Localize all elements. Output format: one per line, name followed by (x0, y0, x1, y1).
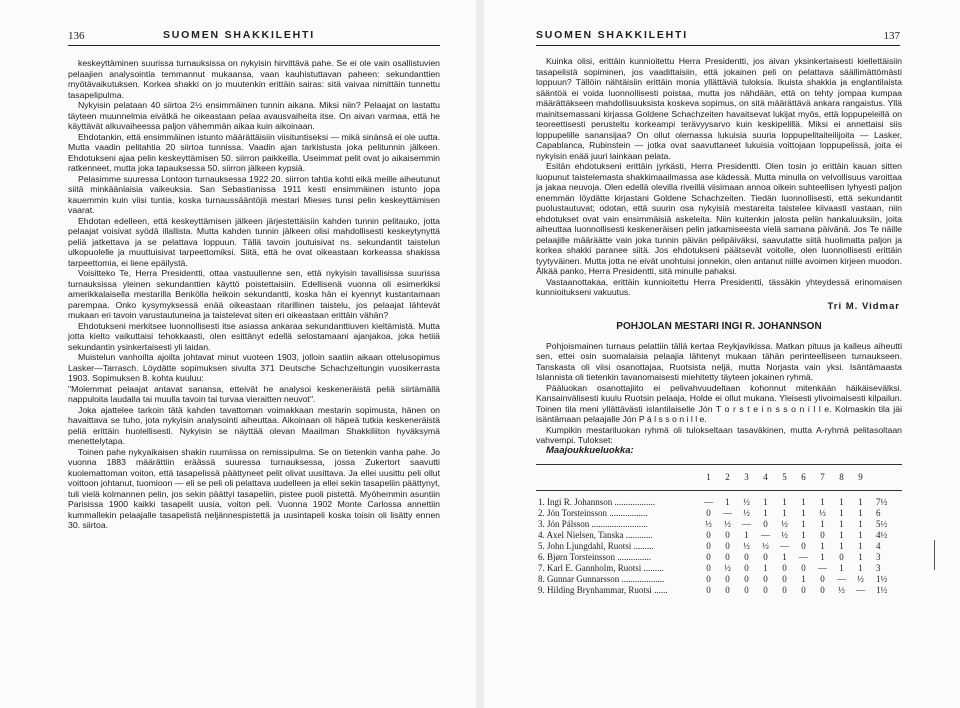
score-cell: ½ (743, 496, 750, 507)
player-name: 3. Jón Pálsson ......................... (538, 518, 648, 529)
right-running-header (536, 25, 900, 46)
player-name: 6. Bjørn Torsteinsson ............... (538, 551, 651, 562)
right-running-title: SUOMEN SHAKKILEHTI (536, 29, 688, 41)
score-cell: 0 (801, 540, 806, 551)
score-cell: 1 (839, 518, 844, 529)
score-cell: 1 (782, 496, 787, 507)
score-cell: 1 (839, 540, 844, 551)
column-header: 9 (858, 472, 863, 482)
score-cell: — (704, 496, 713, 507)
score-cell: — (742, 518, 751, 529)
paragraph: Muistelun vanhoilta ajoilta johtavat minut vuoteen 1903, jolloin saatiin aikaan ottelusopimus Lasker—Tarrasch. Löydätte sopimuksen sivulta 371 Deutsche Schachzeitungin vuosikerrasta 1903. Sopimuksen 8. kohta kuuluu: (68, 352, 440, 383)
table-row (536, 541, 902, 552)
left-text-column (68, 58, 440, 531)
score-cell: 1 (801, 529, 806, 540)
score-cell: — (799, 551, 808, 562)
total-score: 6 (876, 507, 881, 518)
score-cell: 0 (763, 518, 768, 529)
score-cell: — (780, 540, 789, 551)
paragraph: Pelasimme suuressa Lontoon turnauksessa 1922 20. siirron tahtia kohti eikä meille aiheutunut siitä minkäänlaisia vaikeuksia. San Sebastianissa 1911 kesti ensimmäinen istunto jopa kauemmin kuin viisi tuntia, koska turnaussääntöjä mestari Mieses tunsi pelin keskeyttämisen vaarat. (68, 173, 440, 215)
column-header: 5 (782, 472, 787, 482)
score-cell: ½ (762, 540, 769, 551)
total-score: 3 (876, 551, 881, 562)
paragraph: Vastaanottakaa, erittäin kunnioitettu Herra Presidentti, tässäkin yhteydessä erinomaisen kunnioitukseni vakuutus. (536, 276, 902, 297)
score-cell: ½ (724, 562, 731, 573)
score-cell: 1 (763, 496, 768, 507)
section-title: POHJOLAN MESTARI INGI R. JOHANNSON (616, 321, 822, 332)
score-cell: 0 (725, 529, 730, 540)
score-cell: 1 (858, 507, 863, 518)
score-cell: 1 (801, 507, 806, 518)
score-cell: 0 (744, 573, 749, 584)
right-page (484, 0, 960, 708)
column-header: 4 (763, 472, 768, 482)
results-table (536, 471, 902, 596)
score-cell: — (761, 529, 770, 540)
player-name: 7. Karl E. Gannholm, Ruotsi ......... (538, 562, 664, 573)
score-cell: 0 (763, 573, 768, 584)
score-cell: 0 (744, 584, 749, 595)
score-cell: 0 (725, 540, 730, 551)
score-cell: 0 (706, 562, 711, 573)
table-header-row (536, 471, 902, 490)
score-cell: 0 (706, 529, 711, 540)
player-name: 8. Gunnar Gunnarsson ................... (538, 573, 665, 584)
score-cell: 0 (820, 573, 825, 584)
score-cell: 1 (763, 562, 768, 573)
score-cell: 1 (858, 551, 863, 562)
score-cell: 0 (706, 540, 711, 551)
paragraph: Toinen pahe nykyaikaisen shakin ruumiissa on remissipulma. Se on tietenkin vanha pahe. Jo vuonna 1883 määrättiin eräässä suuressa turnauksessa, jossa Zukertort saavutti kuolemattoman voiton, että tasapelissä päättyneet pelit olivat uusittava. Ja ellei uusittu peli ollut voittoon johtanut, tuomioon — eli se peli oli pelattava uudelleen ja ellei sekin tasapeliin päättynyt, tuli vielä kolmannen pelin, jos sekin päättyi tasapeliin, pistee puoli pistettä. Myöhemmin asuntiin Parisissa 1900 kaikki tasapelit uusia, voiton peli. Vuonna 1902 Monte Carlossa annettiin kummallekin pelaajalle tasapelistä neljännespistettä ja uusintapeli koska toisin oli lisätty ennen 30. siirtoa. (68, 446, 440, 530)
paragraph: Esitän ehdotukseni erittäin jyrkästi, Herra Presidentti. Olen tosin jo erittäin kauan sitten luopunut taistelemasta shakkimaailmassa ase kädessä. Mutta minulla on velvollisuus varoittaa ja jakaa neuvoja. Olen edellä olevilla riveillä viisimaan annoa oikein suhteellisen lyhyesti paljon enemmän löydätte kirjastani Goldene Schachzeiten. Tiedän luonnollisesti, että sekundantit puolustautuvat; odotan, että suurin osa nykyisiä mestareita taistelee kiivaasti vastaan, niin ehdotukset ovat vain ensimmäisiä askeleita. Niin kuitenkin jalosta peliin hankaluuksiin, joita aiheuttaa luonnollisesti keskeneräisen pelin jatkamiseesta vielä samana päivänä. Jos Te näille pelaajille määräätte vain joka tunnin päivän pelipäiväksi, saavutatte siitä huolimatta paljon ja korkea shakki paranee siitä. Jos ehdotukseni päätsevät voitolle, olen luonnollisesti erittäin tyytyväinen. Mutta jotta ne eivät unohtuisi jonnekin, olen antanut niille avoimen kirjeen muodon. Älkää panko, Herra Presidentti, sitä minulle pahaksi. (536, 161, 902, 276)
table-row (536, 585, 902, 596)
score-cell: 0 (706, 573, 711, 584)
player-name: 9. Hilding Brynhammar, Ruotsi ...... (538, 584, 668, 595)
paragraph: Joka ajattelee tarkoin tätä kahden tavattoman voimakkaan mestarin sopimusta, hänen on havaittava se tuho, jota nykyisin analysointi aiheuttaa. Aikoinaan oli häpeä tutkia keskeneräistä peliä erittäin huolellisesti. Nykyisin se näyttää olevan Maailman Shakkiliiton hyväksymä menettelytapa. (68, 404, 440, 446)
score-cell: 0 (839, 551, 844, 562)
score-cell: 0 (801, 584, 806, 595)
total-score: 4½ (876, 529, 888, 540)
player-name: 1. Ingi R. Johannson .................. (538, 496, 655, 507)
score-cell: 0 (820, 529, 825, 540)
score-cell: 0 (820, 584, 825, 595)
score-cell: 0 (782, 584, 787, 595)
paragraph: Pääluokan osanottajiito ei pelivahvuudeltaan kohonnut mitenkään häikäisevälksi. Kansainvälisesti kuulu Ruotsin pelaaja, Holde ei ollut mukana. Yleisesti ylivoimaisesti kilpailun. Toinen tila meni yllättävästi islantilaiselle Jón T o r s t e i n s s o n i l l e. Kolmaskin tila jäi isäntämaan pelaajalle Jón P á l s s o n i l l e. (536, 382, 902, 424)
score-cell: 0 (744, 562, 749, 573)
table-row (536, 508, 902, 519)
table-row (536, 519, 902, 530)
total-score: 1½ (876, 584, 888, 595)
score-cell: — (837, 573, 846, 584)
paragraph: Voisitteko Te, Herra Presidentti, ottaa vastuullenne sen, että nykyisin tavallisissa suurissa turnauksissa yleinen sekundanttien käyttö poistettaisiin. Edellisenä vuonna oli esimerkiksi amerikkalaisella mestarilla Benkölla heikoin sekundantti, koska hän ei kyennyt kustantamaan parempaa. Onko kysymyksessä enää oikeastaan ritarillinen taistelu, jos pelaajat lähtevät mukaan eri tavoin varustautuneina ja taistelevat siten eri oikeastaan erittäin vähän? (68, 268, 440, 320)
table-row (536, 552, 902, 563)
player-name: 4. Axel Nielsen, Tanska ............ (538, 529, 653, 540)
results-label: Maajoukkueluokka: (546, 444, 634, 456)
score-cell: 0 (706, 551, 711, 562)
total-score: 4 (876, 540, 881, 551)
score-cell: ½ (743, 507, 750, 518)
score-cell: 1 (839, 507, 844, 518)
score-cell: 1 (858, 529, 863, 540)
score-cell: 0 (725, 573, 730, 584)
player-name: 5. John Ljungdahl, Ruotsi ......... (538, 540, 654, 551)
score-cell: 0 (744, 551, 749, 562)
paragraph: Kuinka olisi, erittäin kunnioitettu Herra Presidentti, jos aivan yksinkertaisesti kiellettäisiin tasapelistä sopiminen, jos vaadittaisiin, että jokainen peli on pelattava säällimättömästi loppuun? Tällöin nähtäisiin erittäin monia yllättäviä tuloksia. Ikuista shakkia ja englantilaista sääntöä ei voida luonnollisesti poistaa, mutta jos nähdään, että on tehty jompaa kumpaa määrättäkseen mahdollisuuksista koskeva sopimus, on sitä määrättävä ankara rangaistus. Yllä mainitsemassani kirjassa Goldene Schachzeiten havaitsevat lukijat myös, että loppupeleillä on teoreettisesti perusteltu korkeampi terävyysarvo kuin keskipelillä. Miksi ei annettaisi siis loppupelille sanansijaa? On ollut olemassa lukuisia suuria loppupelitaiteilijoita — Lasker, Capablanca, Rubinstein — jotka ovat saavuttaneet lukuisia voittojaan loppupelissä, joita ei nykyisin enää juuri lainkaan pelata. (536, 56, 902, 161)
column-header: 7 (820, 472, 825, 482)
column-header: 1 (706, 472, 711, 482)
total-score: 7½ (876, 496, 888, 507)
score-cell: 0 (782, 562, 787, 573)
table-row (536, 563, 902, 574)
results-body (536, 497, 902, 596)
left-running-header (68, 25, 440, 46)
score-cell: — (723, 507, 732, 518)
score-cell: 0 (725, 584, 730, 595)
score-cell: 1 (820, 496, 825, 507)
score-cell: ½ (705, 518, 712, 529)
score-cell: — (856, 584, 865, 595)
score-cell: 0 (706, 584, 711, 595)
score-cell: 1 (839, 562, 844, 573)
paragraph: Ehdotan edelleen, että keskeyttämisen jälkeen järjestettäisiin kahden tunnin pelitauko, jotta pelaajat voisivat syödä illallista. Mutta kahden tunnin jälkeen olisi mahdollisesti keskeytynyttä peliä jatkettava ja se pelattava loppuun. Tällä tavoin joutuisivat ns. sekundantit taistelun ulkopuolelle ja muuttuisivat tarpeettomiksi. Siitä, että he ovat oikeastaan korkeassa shakissa tarpeettomia, ei liene epäilystä. (68, 215, 440, 268)
paragraph: Nykyisin pelataan 40 siirtoa 2½ ensimmäinen tunnin aikana. Miksi niin? Pelaajat on lastattu täyteen muunnelmia eivätkä he oikeastaan pelaa avausvaiheita itse. On aivan varmaa, että he käyttävät alkuvaiheessa paljon vähemmän aikaa kuin aikoinaan. (68, 100, 440, 131)
column-header: 3 (744, 472, 749, 482)
table-row (536, 574, 902, 585)
score-cell: 1 (820, 518, 825, 529)
score-cell: 1 (858, 518, 863, 529)
column-header: 8 (839, 472, 844, 482)
right-text-column (536, 56, 902, 596)
score-cell: 0 (763, 584, 768, 595)
column-header: 6 (801, 472, 806, 482)
contract-quote: "Molemmat pelaajat antavat sanansa, etteivät he analysoi keskeneräistä peliä siirtämällä nappuloita laudalla tai muulla tavoin tai turvaa vieraitten neuvot". (68, 383, 440, 404)
table-row (536, 530, 902, 541)
total-score: 3 (876, 562, 881, 573)
score-cell: — (818, 562, 827, 573)
score-cell: 1 (820, 551, 825, 562)
table-row (536, 497, 902, 508)
score-cell: 1 (858, 496, 863, 507)
score-cell: 0 (725, 551, 730, 562)
score-cell: 1 (801, 496, 806, 507)
score-cell: ½ (819, 507, 826, 518)
score-cell: 1 (763, 507, 768, 518)
player-name: 2. Jón Torsteinsson ................. (538, 507, 648, 518)
book-gutter (476, 0, 484, 708)
score-cell: 0 (801, 562, 806, 573)
left-page-number: 136 (68, 30, 85, 42)
score-cell: ½ (857, 573, 864, 584)
paragraph: Ehdotukseni merkitsee luonnollisesti itse asiassa ankaraa sekundanttiuven kieltämistä. Mutta jotta kielto vaikuttaisi tehokkaasti, olen esittänyt edellä selostamaani ajanjakoa, joka hetiiä sekundantin ysinkertaisesti yli laidan. (68, 320, 440, 352)
score-cell: 1 (782, 551, 787, 562)
score-cell: 1 (858, 562, 863, 573)
table-header-rule (536, 490, 902, 491)
author-signature: Tri M. Vidmar (827, 300, 900, 312)
paragraph: keskeyttäminen suurissa turnauksissa on nykyisin hirvittävä pahe. Se ei ole vain osallistuvien pelaajien analysointia temmannut mukaansa, vaan kauhistuttavan paheen: sekundanttien myötävaikutuksen. Korkea shakki on jo muutenkin erittäin sairas: sitä vaivaa nimittäin tunnettu tasapelipulma. (68, 58, 440, 100)
score-cell: ½ (781, 529, 788, 540)
left-page (0, 0, 476, 708)
score-cell: 0 (782, 573, 787, 584)
score-cell: 1 (801, 573, 806, 584)
total-score: 5½ (876, 518, 888, 529)
paragraph: Pohjoismainen turnaus pelattiin tällä kertaa Reykjavikissa. Matkan pituus ja kalleus aiheutti sen, ettei osin suomalaisia pelaajia lähtenyt mukaan tähän perinteelliseen turnaukseen. Tanskasta oli viisi osanottajaa, Ruotsista neljä, mutta Norjasta vain yksi. Isäntämaasta Islannista oli tietenkin tavanomaisesti miehitetty täyteen jokainen ryhmä. (536, 340, 902, 382)
score-cell: 1 (782, 507, 787, 518)
table-top-rule (536, 464, 902, 465)
score-cell: 1 (801, 518, 806, 529)
score-cell: 0 (763, 551, 768, 562)
right-page-number: 137 (883, 30, 900, 42)
score-cell: ½ (838, 584, 845, 595)
score-cell: 1 (839, 529, 844, 540)
binding-mark (934, 540, 935, 570)
paragraph: Kumpikin mestariluokan ryhmä oli tulokseltaan tasaväkinen, mutta A-ryhmä pelitasoltaan vahvempi. Tulokset: (536, 424, 902, 445)
paragraph: Ehdotankin, että ensimmäinen istunto määrättäisiin viisituntiseksi — mikä sinänsä ei ole uutta. Mutta vaadin pelitahtia 20 siirtoa tunnissa. Vaadin ajan tarkistusta joka pelitunnin jälkeen. Ehdotukseni ajaa pelin keskeyttämisen 50. siirron paikkeilla. Useimmat pelit ovat jo aikaisemmin ratkenneet, mutta joka tapauksessa 50. siirron jälkeen kypsiä. (68, 131, 440, 173)
score-cell: 1 (820, 540, 825, 551)
score-cell: 1 (725, 496, 730, 507)
score-cell: 1 (744, 529, 749, 540)
score-cell: ½ (781, 518, 788, 529)
score-cell: ½ (743, 540, 750, 551)
score-cell: ½ (724, 518, 731, 529)
total-score: 1½ (876, 573, 888, 584)
score-cell: 1 (858, 540, 863, 551)
score-cell: 1 (839, 496, 844, 507)
left-running-title: SUOMEN SHAKKILEHTI (163, 29, 315, 41)
column-header: 2 (725, 472, 730, 482)
score-cell: 0 (706, 507, 711, 518)
